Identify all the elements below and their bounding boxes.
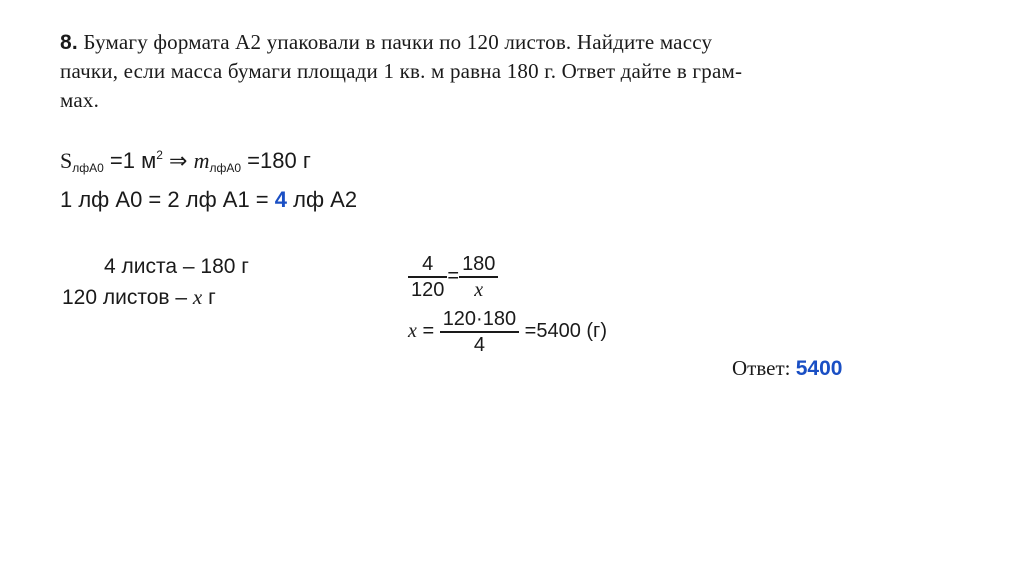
format-count-highlight: 4 [274, 187, 288, 212]
equals-sign: = [447, 265, 460, 288]
area-value: =1 м [103, 148, 157, 173]
proportion-line-2-unit: г [202, 286, 216, 309]
solution-fraction [440, 307, 519, 357]
format-relation-text: 1 лф А0 = 2 лф А1 = [60, 187, 275, 212]
solution-numerator: 120·180 [442, 308, 517, 330]
formula-format-relation [60, 187, 357, 213]
answer-value: 5400 [795, 357, 843, 380]
area-exponent: 2 [156, 148, 163, 162]
s-symbol: S [60, 148, 73, 173]
fraction-left-denominator: 120 [411, 278, 445, 301]
answer [732, 356, 842, 381]
problem-line-1 [60, 28, 980, 57]
proportion-line-2 [62, 285, 216, 310]
x-variable: x [408, 320, 417, 343]
solution-result: =5400 (г) [519, 320, 607, 343]
fraction-right-denominator: x [474, 278, 484, 301]
format-relation-end: лф А2 [287, 187, 358, 212]
problem-text-1: Бумагу формата А2 упаковали в пачки по 120 листов. Найдите массу [83, 30, 713, 54]
equals-sign: = [416, 320, 440, 343]
proportion-line-1: 4 листа – 180 г [104, 255, 249, 278]
problem-statement [60, 28, 980, 115]
solution-equation [408, 307, 607, 357]
problem-line-3: мах. [60, 88, 100, 112]
proportion-line-2-text: 120 листов – [62, 286, 193, 309]
mass-value: =180 г [241, 148, 311, 173]
fraction-left-numerator: 4 [422, 253, 434, 275]
formula-area-mass [60, 148, 311, 175]
m-symbol: m [193, 148, 210, 173]
fraction-right [459, 252, 498, 302]
solution-denominator: 4 [473, 333, 485, 356]
m-subscript: лфА0 [209, 161, 242, 175]
fraction-right-numerator: 180 [462, 253, 496, 275]
s-subscript: лфА0 [72, 161, 104, 175]
implies-arrow: ⇒ [162, 148, 194, 173]
answer-label: Ответ: [732, 356, 796, 380]
problem-number: 8. [60, 31, 78, 54]
fraction-left [408, 252, 447, 302]
unknown-x: x [192, 285, 203, 309]
proportion-equation [408, 252, 498, 302]
problem-line-2: пачки, если масса бумаги площади 1 кв. м равна 180 г. Ответ дайте в грам- [60, 59, 743, 83]
